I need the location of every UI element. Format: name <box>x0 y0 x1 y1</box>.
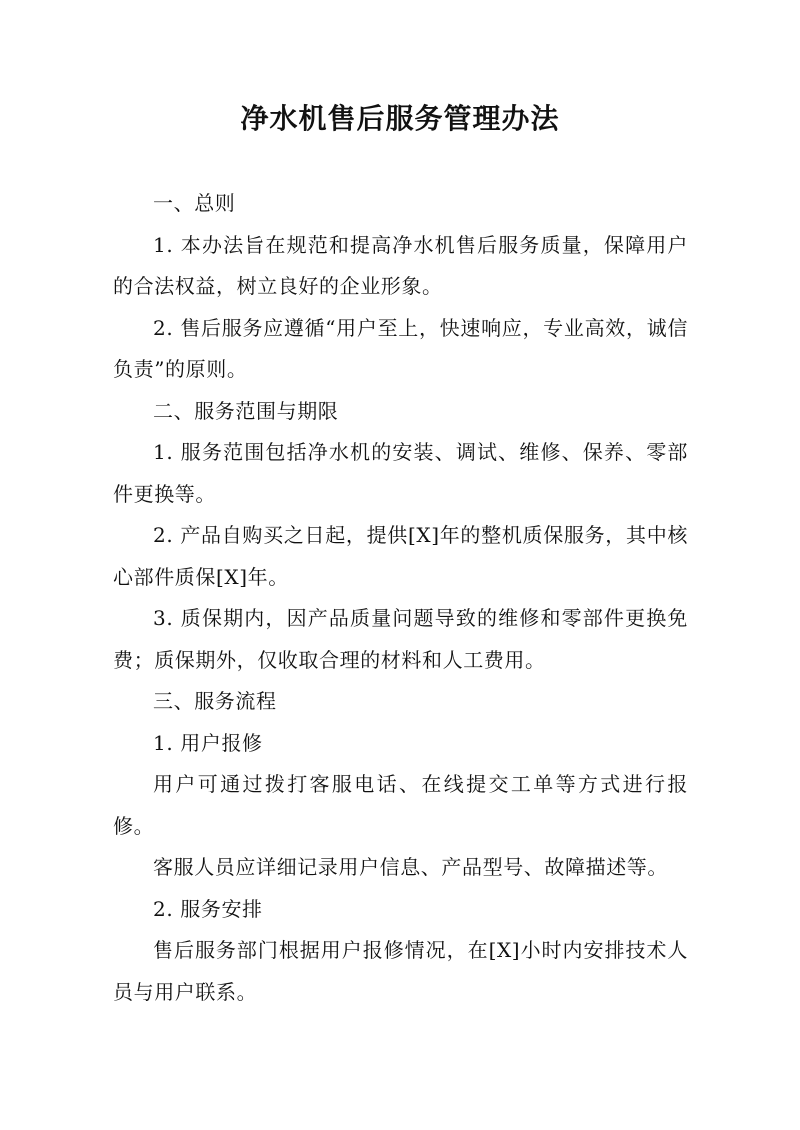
paragraph: 2. 产品自购买之日起，提供[X]年的整机质保服务，其中核心部件质保[X]年。 <box>113 523 688 589</box>
paragraph: 1. 服务范围包括净水机的安装、调试、维修、保养、零部件更换等。 <box>113 440 688 506</box>
section-heading-scope: 二、服务范围与期限 <box>153 398 339 423</box>
section-heading-general: 一、总则 <box>153 191 236 215</box>
paragraph: 用户可通过拨打客服电话、在线提交工单等方式进行报修。 <box>113 772 688 838</box>
paragraph: 售后服务部门根据用户报修情况，在[X]小时内安排技术人员与用户联系。 <box>113 938 688 1004</box>
section-heading-process: 三、服务流程 <box>153 689 277 713</box>
document-body <box>113 183 688 1013</box>
paragraph: 3. 质保期内，因产品质量问题导致的维修和零部件更换免费；质保期外，仅收取合理的材料和人工费用。 <box>113 606 688 672</box>
paragraph: 客服人员应详细记录用户信息、产品型号、故障描述等。 <box>153 855 668 879</box>
paragraph: 2. 售后服务应遵循“用户至上，快速响应，专业高效，诚信负责”的原则。 <box>113 315 688 381</box>
subheading-service-arrangement: 2. 服务安排 <box>153 896 263 921</box>
paragraph: 1. 本办法旨在规范和提高净水机售后服务质量，保障用户的合法权益，树立良好的企业形象。 <box>113 232 688 298</box>
page-title: 净水机售后服务管理办法 <box>240 102 560 135</box>
subheading-repair-request: 1. 用户报修 <box>153 730 263 755</box>
